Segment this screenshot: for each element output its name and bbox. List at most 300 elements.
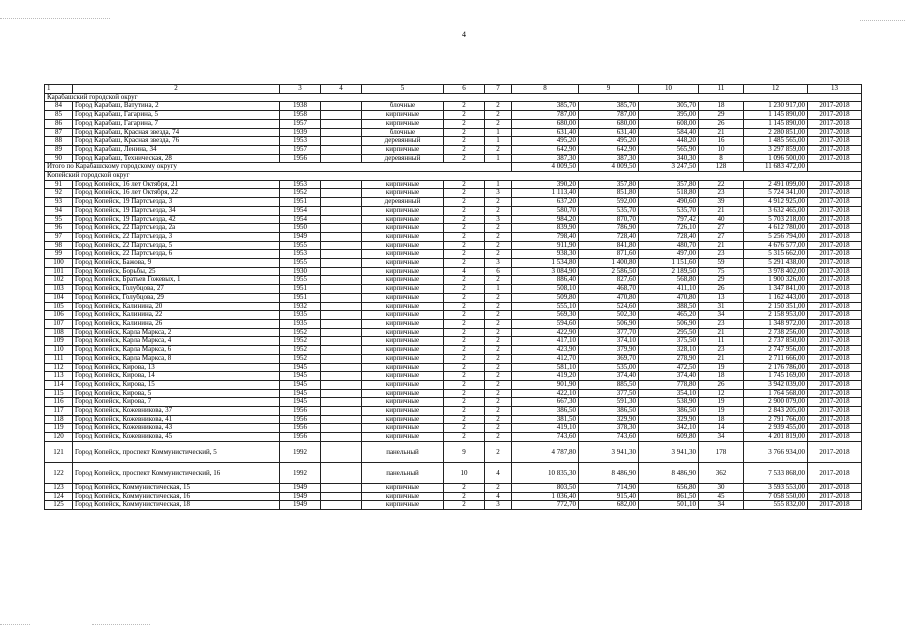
cost-cell: 2 711 666,00: [744, 354, 808, 363]
built-year-cell: 1955: [280, 241, 321, 250]
residents-cell: 16: [699, 137, 744, 146]
floors-cell: 2: [444, 492, 485, 501]
column-number-cell: 5: [362, 85, 444, 94]
period-cell: 2017-2018: [808, 241, 862, 250]
address-cell: Город Карабаш, Ленина, 34: [73, 145, 280, 154]
row-number-cell: 98: [45, 241, 73, 250]
entrances-cell: 2: [485, 372, 512, 381]
wall-material-cell: кирпичные: [362, 372, 444, 381]
address-cell: Город Копейск, Кожевникова, 37: [73, 407, 280, 416]
address-cell: Город Карабаш, Техническая, 28: [73, 154, 280, 163]
period-cell: 2017-2018: [808, 483, 862, 492]
year-4-cell: [321, 198, 362, 207]
residents-cell: 12: [699, 389, 744, 398]
row-number-cell: 108: [45, 328, 73, 337]
area-res-cell: 841,80: [579, 241, 639, 250]
address-cell: Город Копейск, Калинина, 22: [73, 311, 280, 320]
area-private-cell: 395,00: [639, 111, 699, 120]
wall-material-cell: деревянный: [362, 198, 444, 207]
floors-cell: 2: [444, 380, 485, 389]
built-year-cell: 1938: [280, 102, 321, 111]
row-number-cell: 117: [45, 407, 73, 416]
table-row: [45, 267, 862, 276]
column-number-cell: 11: [699, 85, 744, 94]
total-area-cell: 555,10: [512, 302, 579, 311]
residents-cell: 27: [699, 224, 744, 233]
year-4-cell: [321, 111, 362, 120]
built-year-cell: 1955: [280, 259, 321, 268]
address-cell: Город Копейск, Кирова, 5: [73, 389, 280, 398]
address-cell: Город Копейск, Кирова, 15: [73, 380, 280, 389]
year-4-cell: [321, 501, 362, 510]
area-res-cell: 377,50: [579, 389, 639, 398]
entrances-cell: 2: [485, 250, 512, 259]
residents-cell: 22: [699, 180, 744, 189]
period-cell: 2017-2018: [808, 137, 862, 146]
floors-cell: 2: [444, 206, 485, 215]
column-number-cell: 2: [73, 85, 280, 94]
year-4-cell: [321, 328, 362, 337]
address-cell: Город Копейск, Кирова, 14: [73, 372, 280, 381]
table-row: [45, 128, 862, 137]
built-year-cell: 1949: [280, 232, 321, 241]
wall-material-cell: кирпичные: [362, 424, 444, 433]
wall-material-cell: кирпичные: [362, 206, 444, 215]
table-row: [45, 337, 862, 346]
floors-cell: 2: [444, 154, 485, 163]
floors-cell: 2: [444, 276, 485, 285]
floors-cell: 2: [444, 328, 485, 337]
residents-cell: 29: [699, 276, 744, 285]
area-private-cell: 342,10: [639, 424, 699, 433]
area-res-cell: 871,60: [579, 250, 639, 259]
page-number: 4: [462, 30, 466, 39]
area-res-cell: 535,70: [579, 206, 639, 215]
total-area-cell: 10 835,30: [512, 462, 579, 483]
period-cell: 2017-2018: [808, 293, 862, 302]
floors-cell: 2: [444, 189, 485, 198]
area-res-cell: 786,90: [579, 224, 639, 233]
floors-cell: 2: [444, 119, 485, 128]
residents-cell: 45: [699, 492, 744, 501]
residents-cell: 23: [699, 346, 744, 355]
year-4-cell: [321, 119, 362, 128]
year-4-cell: [321, 337, 362, 346]
area-res-cell: 787,00: [579, 111, 639, 120]
period-cell: 2017-2018: [808, 119, 862, 128]
year-4-cell: [321, 462, 362, 483]
total-area-cell: 423,90: [512, 346, 579, 355]
total-area-cell: 419,20: [512, 372, 579, 381]
year-4-cell: [321, 415, 362, 424]
year-4-cell: [321, 389, 362, 398]
area-private-cell: 568,80: [639, 276, 699, 285]
table-row: [45, 111, 862, 120]
table-row: [45, 483, 862, 492]
residents-cell: 18: [699, 415, 744, 424]
floors-cell: 2: [444, 302, 485, 311]
cost-cell: 1 230 917,00: [744, 102, 808, 111]
built-year-cell: 1951: [280, 293, 321, 302]
entrances-cell: 2: [485, 346, 512, 355]
residents-cell: 21: [699, 328, 744, 337]
period-cell: 2017-2018: [808, 346, 862, 355]
area-private-cell: 329,90: [639, 415, 699, 424]
cost-cell: 3 632 465,00: [744, 206, 808, 215]
period-cell: 2017-2018: [808, 354, 862, 363]
period-cell: 2017-2018: [808, 328, 862, 337]
address-cell: Город Копейск, 19 Партсъезда, 34: [73, 206, 280, 215]
wall-material-cell: кирпичные: [362, 492, 444, 501]
area-res-cell: 385,70: [579, 102, 639, 111]
scan-artifact-line: [860, 20, 905, 21]
entrances-cell: 2: [485, 206, 512, 215]
address-cell: Город Копейск, проспект Коммунистический, 16: [73, 462, 280, 483]
table-row: [45, 380, 862, 389]
area-res-cell: 374,10: [579, 337, 639, 346]
row-number-cell: 103: [45, 285, 73, 294]
table-row: [45, 354, 862, 363]
area-res-cell: 377,70: [579, 328, 639, 337]
period-cell: 2017-2018: [808, 102, 862, 111]
year-4-cell: [321, 311, 362, 320]
cost-cell: 5 703 218,00: [744, 215, 808, 224]
built-year-cell: 1935: [280, 319, 321, 328]
total-period-cell: [808, 163, 862, 172]
column-number-cell: 7: [485, 85, 512, 94]
residents-cell: 23: [699, 319, 744, 328]
built-year-cell: 1939: [280, 128, 321, 137]
cost-cell: 2 939 455,00: [744, 424, 808, 433]
year-4-cell: [321, 441, 362, 462]
year-4-cell: [321, 380, 362, 389]
address-cell: Город Копейск, Коммунистическая, 15: [73, 483, 280, 492]
cost-cell: 1 485 565,00: [744, 137, 808, 146]
period-cell: 2017-2018: [808, 111, 862, 120]
column-number-cell: 13: [808, 85, 862, 94]
year-4-cell: [321, 354, 362, 363]
address-cell: Город Карабаш, Красная звезда, 74: [73, 128, 280, 137]
residents-cell: 31: [699, 302, 744, 311]
floors-cell: 2: [444, 293, 485, 302]
table-row: [45, 180, 862, 189]
row-number-cell: 97: [45, 232, 73, 241]
floors-cell: 2: [444, 241, 485, 250]
address-cell: Город Копейск, проспект Коммунистический, 5: [73, 441, 280, 462]
area-private-cell: 861,50: [639, 492, 699, 501]
row-number-cell: 122: [45, 462, 73, 483]
built-year-cell: 1954: [280, 206, 321, 215]
cost-cell: 1 900 326,00: [744, 276, 808, 285]
period-cell: 2017-2018: [808, 311, 862, 320]
area-private-cell: 728,40: [639, 232, 699, 241]
total-area-cell: 3 084,90: [512, 267, 579, 276]
built-year-cell: 1956: [280, 433, 321, 442]
row-number-cell: 102: [45, 276, 73, 285]
row-number-cell: 87: [45, 128, 73, 137]
area-res-cell: 468,70: [579, 285, 639, 294]
area-res-cell: 851,80: [579, 189, 639, 198]
address-cell: Город Карабаш, Гагарина, 5: [73, 111, 280, 120]
entrances-cell: 2: [485, 198, 512, 207]
entrances-cell: 3: [485, 189, 512, 198]
area-res-cell: 743,60: [579, 433, 639, 442]
column-number-cell: 3: [280, 85, 321, 94]
row-number-cell: 115: [45, 389, 73, 398]
wall-material-cell: кирпичные: [362, 398, 444, 407]
total-area-cell: 1 534,80: [512, 259, 579, 268]
area-private-cell: 278,90: [639, 354, 699, 363]
floors-cell: 2: [444, 501, 485, 510]
built-year-cell: 1935: [280, 311, 321, 320]
area-private-cell: 608,00: [639, 119, 699, 128]
area-private-cell: 340,30: [639, 154, 699, 163]
row-number-cell: 111: [45, 354, 73, 363]
total-area-cell: 743,60: [512, 433, 579, 442]
cost-cell: 7 533 868,00: [744, 462, 808, 483]
residents-cell: 10: [699, 145, 744, 154]
year-4-cell: [321, 346, 362, 355]
floors-cell: 2: [444, 424, 485, 433]
row-number-cell: 93: [45, 198, 73, 207]
table-row: [45, 293, 862, 302]
floors-cell: 2: [444, 215, 485, 224]
period-cell: 2017-2018: [808, 433, 862, 442]
cost-cell: 3 978 402,00: [744, 267, 808, 276]
entrances-cell: 2: [485, 441, 512, 462]
entrances-cell: 6: [485, 267, 512, 276]
column-number-cell: 4: [321, 85, 362, 94]
residents-cell: 178: [699, 441, 744, 462]
row-number-cell: 99: [45, 250, 73, 259]
total-area-cell: 911,90: [512, 241, 579, 250]
entrances-cell: 2: [485, 276, 512, 285]
period-cell: 2017-2018: [808, 154, 862, 163]
area-private-cell: 354,10: [639, 389, 699, 398]
area-res-cell: 506,90: [579, 319, 639, 328]
year-4-cell: [321, 372, 362, 381]
row-number-cell: 95: [45, 215, 73, 224]
area-private-cell: 497,00: [639, 250, 699, 259]
floors-cell: 2: [444, 389, 485, 398]
wall-material-cell: блочные: [362, 102, 444, 111]
cost-cell: 1 096 500,00: [744, 154, 808, 163]
total-area-cell: 4 787,80: [512, 441, 579, 462]
wall-material-cell: кирпичные: [362, 119, 444, 128]
table-row: [45, 492, 862, 501]
built-year-cell: 1992: [280, 462, 321, 483]
wall-material-cell: кирпичные: [362, 241, 444, 250]
year-4-cell: [321, 215, 362, 224]
entrances-cell: 2: [485, 328, 512, 337]
total-area-cell: 422,10: [512, 389, 579, 398]
floors-cell: 2: [444, 232, 485, 241]
year-4-cell: [321, 483, 362, 492]
built-year-cell: 1945: [280, 380, 321, 389]
built-year-cell: 1953: [280, 180, 321, 189]
period-cell: 2017-2018: [808, 198, 862, 207]
area-private-cell: 518,80: [639, 189, 699, 198]
table-row: [45, 398, 862, 407]
table-row: [45, 232, 862, 241]
entrances-cell: 2: [485, 354, 512, 363]
period-cell: 2017-2018: [808, 232, 862, 241]
table-row: [45, 363, 862, 372]
row-number-cell: 107: [45, 319, 73, 328]
address-cell: Город Копейск, Бажова, 9: [73, 259, 280, 268]
residents-cell: 27: [699, 232, 744, 241]
total-cost-cell: 11 683 472,00: [744, 163, 808, 172]
year-4-cell: [321, 259, 362, 268]
period-cell: 2017-2018: [808, 415, 862, 424]
table-row: [45, 501, 862, 510]
wall-material-cell: блочные: [362, 128, 444, 137]
table-row: [45, 137, 862, 146]
area-res-cell: 386,50: [579, 407, 639, 416]
built-year-cell: 1930: [280, 267, 321, 276]
table-row: [45, 433, 862, 442]
row-number-cell: 89: [45, 145, 73, 154]
wall-material-cell: кирпичные: [362, 145, 444, 154]
residents-cell: 34: [699, 311, 744, 320]
address-cell: Город Копейск, Кирова, 7: [73, 398, 280, 407]
cost-cell: 3 942 039,00: [744, 380, 808, 389]
table-row: [45, 224, 862, 233]
total-area-cell: 417,10: [512, 337, 579, 346]
entrances-cell: 2: [485, 224, 512, 233]
floors-cell: 2: [444, 102, 485, 111]
row-number-cell: 112: [45, 363, 73, 372]
period-cell: 2017-2018: [808, 462, 862, 483]
period-cell: 2017-2018: [808, 337, 862, 346]
entrances-cell: 1: [485, 285, 512, 294]
area-res-cell: 8 486,90: [579, 462, 639, 483]
floors-cell: 2: [444, 111, 485, 120]
built-year-cell: 1951: [280, 198, 321, 207]
year-4-cell: [321, 189, 362, 198]
cost-cell: 1 162 443,00: [744, 293, 808, 302]
row-number-cell: 104: [45, 293, 73, 302]
floors-cell: 2: [444, 398, 485, 407]
table-row: [45, 145, 862, 154]
row-number-cell: 90: [45, 154, 73, 163]
row-number-cell: 120: [45, 433, 73, 442]
group-title: Карабашский городской округ: [45, 93, 862, 102]
address-cell: Город Копейск, Голубцова, 29: [73, 293, 280, 302]
entrances-cell: 1: [485, 137, 512, 146]
area-private-cell: 726,10: [639, 224, 699, 233]
residents-cell: 362: [699, 462, 744, 483]
residents-cell: 26: [699, 285, 744, 294]
year-4-cell: [321, 407, 362, 416]
wall-material-cell: кирпичные: [362, 293, 444, 302]
entrances-cell: 2: [485, 232, 512, 241]
built-year-cell: 1949: [280, 501, 321, 510]
entrances-cell: 2: [485, 302, 512, 311]
floors-cell: 2: [444, 354, 485, 363]
built-year-cell: 1952: [280, 189, 321, 198]
table-row: [45, 119, 862, 128]
built-year-cell: 1952: [280, 346, 321, 355]
floors-cell: 2: [444, 337, 485, 346]
cost-cell: 1 145 890,00: [744, 119, 808, 128]
built-year-cell: 1949: [280, 492, 321, 501]
floors-cell: 2: [444, 311, 485, 320]
period-cell: 2017-2018: [808, 501, 862, 510]
area-private-cell: 778,80: [639, 380, 699, 389]
row-number-cell: 110: [45, 346, 73, 355]
address-cell: Город Копейск, Кирова, 13: [73, 363, 280, 372]
area-res-cell: 680,00: [579, 119, 639, 128]
total-area-cell: 839,90: [512, 224, 579, 233]
floors-cell: 2: [444, 415, 485, 424]
floors-cell: 2: [444, 433, 485, 442]
wall-material-cell: кирпичные: [362, 259, 444, 268]
area-private-cell: 375,50: [639, 337, 699, 346]
total-label: Итого по Карабашскому городскому округу: [45, 163, 512, 172]
floors-cell: 2: [444, 250, 485, 259]
period-cell: 2017-2018: [808, 424, 862, 433]
scan-artifact-line: [0, 624, 30, 625]
period-cell: 2017-2018: [808, 389, 862, 398]
area-private-cell: 305,70: [639, 102, 699, 111]
cost-cell: 1 145 890,00: [744, 111, 808, 120]
table-row: [45, 415, 862, 424]
floors-cell: 10: [444, 462, 485, 483]
cost-cell: 2 900 079,00: [744, 398, 808, 407]
total-area-cell: 901,90: [512, 380, 579, 389]
built-year-cell: 1945: [280, 363, 321, 372]
residents-cell: 8: [699, 154, 744, 163]
residents-cell: 26: [699, 119, 744, 128]
built-year-cell: 1932: [280, 302, 321, 311]
table-row: [45, 328, 862, 337]
address-cell: Город Копейск, Карла Маркса, 8: [73, 354, 280, 363]
address-cell: Город Копейск, Кожевникова, 43: [73, 424, 280, 433]
year-4-cell: [321, 232, 362, 241]
wall-material-cell: кирпичные: [362, 354, 444, 363]
address-cell: Город Копейск, 22 Партсъезда, 5: [73, 241, 280, 250]
built-year-cell: 1956: [280, 415, 321, 424]
row-number-cell: 123: [45, 483, 73, 492]
entrances-cell: 4: [485, 462, 512, 483]
row-number-cell: 91: [45, 180, 73, 189]
wall-material-cell: кирпичные: [362, 433, 444, 442]
column-number-cell: 6: [444, 85, 485, 94]
year-4-cell: [321, 250, 362, 259]
year-4-cell: [321, 363, 362, 372]
area-res-cell: 592,00: [579, 198, 639, 207]
period-cell: 2017-2018: [808, 302, 862, 311]
area-private-cell: 3 941,30: [639, 441, 699, 462]
address-cell: Город Копейск, Кожевникова, 41: [73, 415, 280, 424]
address-cell: Город Копейск, Коммунистическая, 18: [73, 501, 280, 510]
year-4-cell: [321, 319, 362, 328]
address-cell: Город Копейск, Карла Маркса, 4: [73, 337, 280, 346]
built-year-cell: 1992: [280, 441, 321, 462]
table-row: [45, 198, 862, 207]
wall-material-cell: кирпичные: [362, 224, 444, 233]
wall-material-cell: кирпичные: [362, 302, 444, 311]
area-private-cell: 8 486,90: [639, 462, 699, 483]
cost-cell: 4 612 780,00: [744, 224, 808, 233]
total-area-cell: 386,50: [512, 407, 579, 416]
floors-cell: 2: [444, 259, 485, 268]
year-4-cell: [321, 102, 362, 111]
cost-cell: 4 201 819,00: [744, 433, 808, 442]
period-cell: 2017-2018: [808, 380, 862, 389]
wall-material-cell: кирпичные: [362, 407, 444, 416]
